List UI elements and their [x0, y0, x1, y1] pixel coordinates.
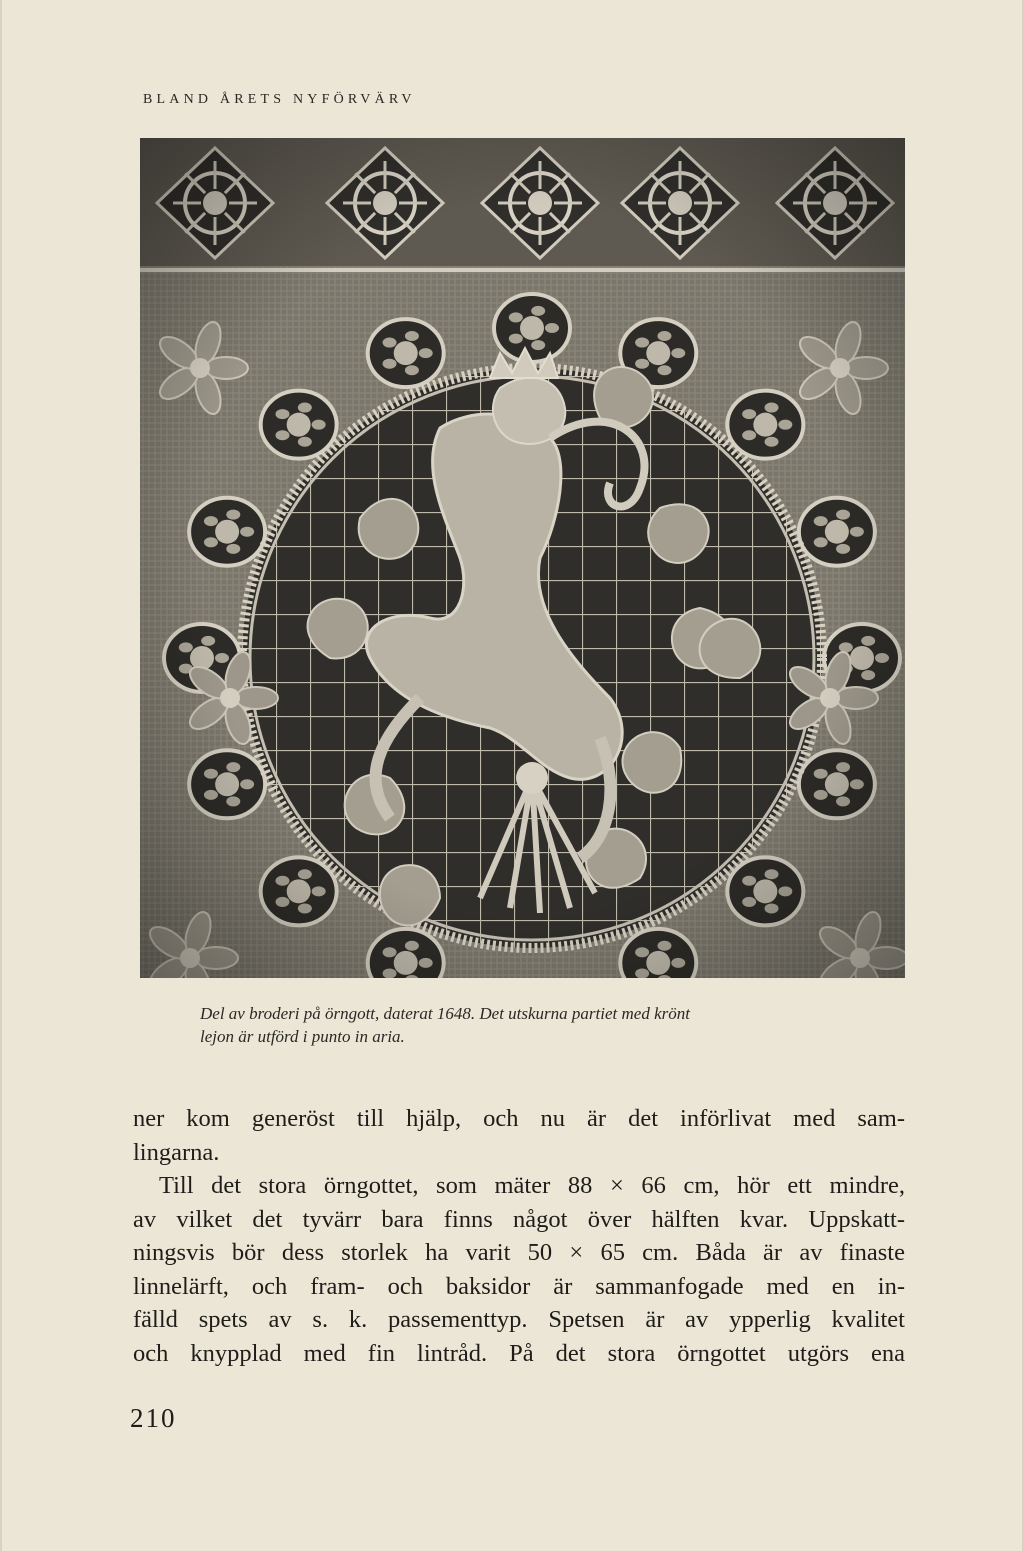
embroidery-photo	[140, 138, 905, 978]
body-line: av vilket det tyvärr bara finns något över hälften kvar. Uppskatt-	[133, 1205, 905, 1233]
lace-embroidery-illustration	[140, 138, 905, 978]
body-line: ner kom generöst till hjälp, och nu är det införlivat med sam-	[133, 1105, 905, 1132]
page-number: 210	[130, 1403, 177, 1433]
body-line: Till det stora örngottet, som mäter 88 × 66 cm, hör ett mindre,	[159, 1172, 905, 1199]
caption-line: Del av broderi på örngott, daterat 1648. Det utskurna partiet med krönt	[200, 1004, 690, 1023]
body-line: linnelärft, och fram- och baksidor är sammanfogade med en in-	[133, 1272, 905, 1300]
body-text	[133, 1102, 905, 1370]
body-line: fälld spets av s. k. passementtyp. Spetsen är av ypperlig kvalitet	[133, 1306, 905, 1333]
body-line: lingarna.	[133, 1138, 220, 1166]
body-line: ningsvis bör dess storlek ha varit 50 × 65 cm. Båda är av finaste	[133, 1239, 905, 1266]
running-header: BLAND ÅRETS NYFÖRVÄRV	[143, 92, 416, 107]
body-line: och knypplad med fin lintråd. På det stora örngottet utgörs ena	[133, 1339, 905, 1367]
figure-caption	[200, 1002, 905, 1048]
caption-line: lejon är utförd i punto in aria.	[200, 1027, 405, 1046]
